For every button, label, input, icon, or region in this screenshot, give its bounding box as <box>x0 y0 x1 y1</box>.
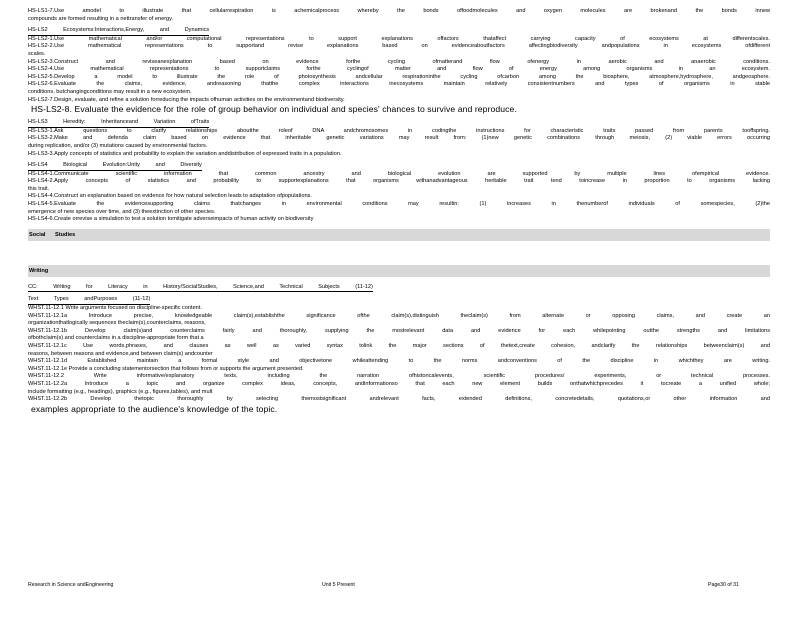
standard-group-heading: HS-LS2 Ecosystems:Interactions,Energy, and Dynamics <box>28 27 209 36</box>
document-page <box>28 8 770 415</box>
social-studies-section-header: Social Studies <box>28 229 770 241</box>
standard-group-heading: Text Types andPurposes (11-12) <box>28 296 150 305</box>
standard-group-heading: HS-LS3 Heredity: Inheritanceand Variation ofTraits <box>28 119 209 128</box>
writing-section-header: Writing <box>28 265 770 277</box>
writing-standards-list: CC: Writing for Literacy in History/SocialStudies, Science,and Technical Subjects (11-12) Text Types andPurposes (11-12) WHST.11-12.1 Write arguments focused on discipline-specific content. WHST.11-12.1a Introduce precise, knowledgeable claim(s),establishthe significance ofthe claim(s),distinguish theclaim(s) from alternate or opposing claims, and create an organizationthatlogically sequences theclaim(s),counterclaims, reasons, WHST.11-12.1b Develop claim(s)and counterclaims fairly and thoroughly, supplying the mostrelevant data and evidence for each whilepointing outthe strengths and limitations ofbothclaim(s) and counterclaims in a discipline-appropriate form that a WHST.11-12.1c Use words,phrases, and clauses as well as varied syntax tolink the major sections of thetext,create cohesion, andclarify the relationships betweenclaim(s) and reasons, between reasons and evidence,and between claim(s) andcounter WHST.11-12.1d Established maintain a formal style and objectivetone whileattending to the norms andconventions of the discipline in whichthey are writing. WHST.11-12.1e Provide a concluding statementorsection that follows from or supports the argument presented. WHST.11-12.2 Write informative/explanatory texts, including the narration ofhistoricalevents, scientific procedures/ experiments, or technical processes. WHST.11-12.2a Introduce a topic and organize complex ideas, concepts, andinformationso that each new element builds onthatwhichprecedes it tocreate a unified whole; include formatting (e.g., headings), graphics (e.g., figures,tables), and mult WHST.11-12.2b Develop thetopic thoroughly by selecting themostsignificant andrelevant facts, extended definitions, concretedetails, quotations,or other information and examples appropriate to the audience's knowledge of the topic. <box>28 283 770 414</box>
standard-group-heading: HS-LS4 Biological Evolution:Unity and Diversity <box>28 162 202 171</box>
standard-group-heading: CC: Writing for Literacy in History/SocialStudies, Science,and Technical Subjects (11-12) <box>28 284 373 293</box>
standards-list: HS-LS1-7.Use amodel to illustrate that cellularrespiration is achemicalprocess whereby the bonds offoodmolecules and oxygen molecules are brokenand the bonds innew compounds are formed resulting in a nettransfer of energy. HS-LS2 Ecosystems:Interactions,Energy, and Dynamics HS-LS2-1.Use mathematical and/or computational representations to support explanations offactors thataffect carrying capacity of ecosystems at differentscales. HS-LS2-2.Use mathematical representations to supportand revise explanations based on evidenceaboutfactors affectingbiodiversity andpopulations in ecosystems ofdifferent scales. HS-LS2-3.Construct and reviseanexplanation based on evidence forthe cycling ofmatterand flow ofenergy in aerobic and anaerobic conditions. HS-LS2-4.Use mathematical representations to supportclaims forthe cyclingof matter and flow of energy among organisms in an ecosystem. HS-LS2-5.Develop a model to illustrate the role of photosynthesis andcellular respirationinthe cycling ofcarbon among the biosphere, atmosphere,hydrosphere, andgeosphere. HS-LS2-6.Evaluate the claims, evidence, andreasoning thatthe complex interactions inecosystems maintain relatively consistentnumbers and types of organisms in stable conditions, butchangingconditions may result in a new ecosystem. HS-LS2-7.Design, evaluate, and refine a solution forreducing the impacts ofhuman activities on the environmentand biodiversity. HS-LS2-8. Evaluate the evidence for the role of group behavior on individual and species' chances to survive and reproduce. HS-LS3 Heredity: Inheritanceand Variation ofTraits HS-LS3-1.Ask questions to clarify relationships aboutthe roleof DNA andchromosomes in codingthe instructions for characteristic traits passed from parents tooffspring. HS-LS3-2.Make and defenda claim based on evidence that inheritable genetic variations may result from: (1)new genetic combinations through meiosis, (2) viable errors occurring during replication, and/or (3) mutations caused by environmental factors. HS-LS3-3.Apply concepts of statistics and probability to explain the variation anddistribution of expressed traits in a population. HS-LS4 Biological Evolution:Unity and Diversity HS-LS4-1.Communicate scientific information that common ancestry and biological evolution are supported by multiple lines ofempirical evidence. HS-LS4-2.Apply concepts of statistics and probability to supportexplanations that organisms withanadvantageous heritable trait tend toincrease in proportion to organisms lacking this trait. HS-LS4-4.Construct an explanation based on evidence for how natural selection leads to adaptation ofpopulations. HS-LS4-5.Evaluate the evidencesupporting claims thatchanges in environmental conditions may resultin: (1) increases in thenumberof individuals of somespecies, (2)the emergence of new species over time, and (3) theextinction of other species. HS-LS4-6.Create orrevise a simulation to test a solution tomitigate adverseimpacts of human activity on biodiversity <box>28 8 770 223</box>
footer-course-title: Research in Science andEngineering <box>28 582 114 588</box>
footer-page-number: Page30 of 31 <box>708 582 739 588</box>
footer-unit: Unit 5 Present <box>322 582 355 588</box>
